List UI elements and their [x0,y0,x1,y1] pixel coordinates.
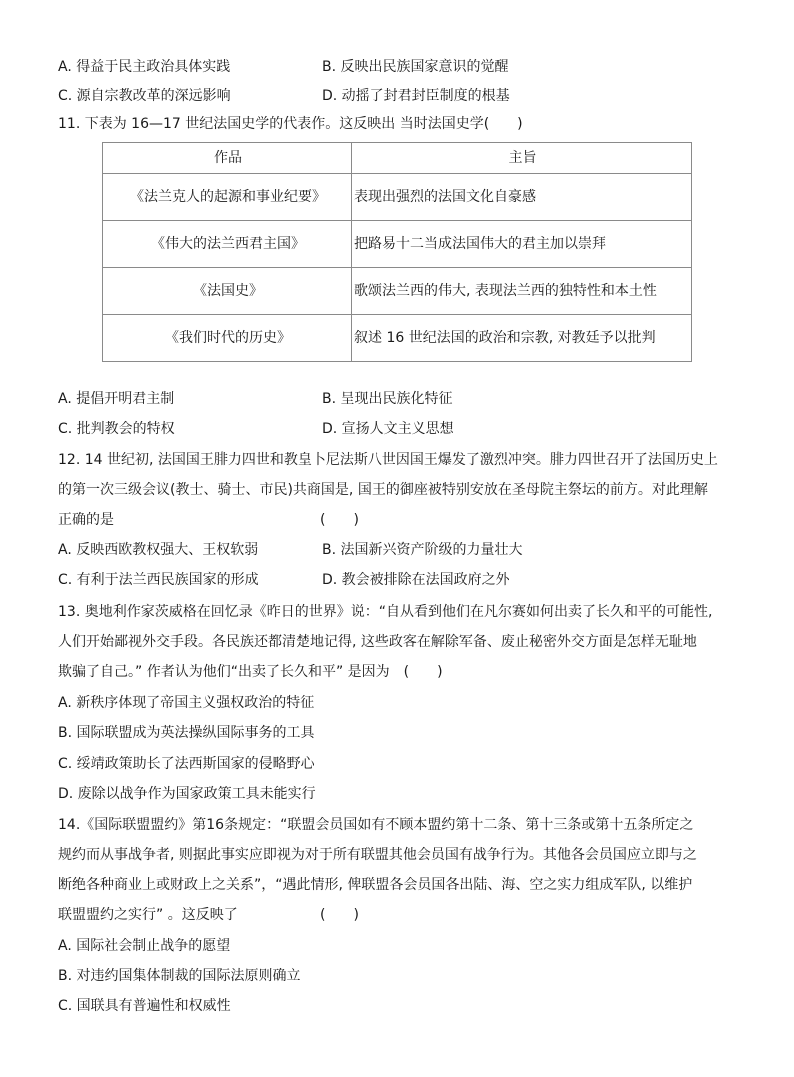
table-header-row [103,143,692,174]
q13-option-b[interactable]: B. 国际联盟成为英法操纵国际事务的工具 [58,725,315,741]
q10-options-row-2 [58,86,738,106]
q13-option-c[interactable]: C. 绥靖政策助长了法西斯国家的侵略野心 [58,756,315,772]
q11-options-row-1 [58,389,738,409]
table-cell-theme: 叙述 16 世纪法国的政治和宗教, 对教廷予以批判 [352,315,692,362]
q12-options-row-2 [58,570,738,590]
q12-options-row-1 [58,540,738,560]
q14-stem-line-4: 联盟盟约之实行” 。这反映了 [58,907,238,923]
table-row [103,268,692,315]
q11-option-d[interactable]: D. 宣扬人文主义思想 [322,421,454,437]
table-row [103,174,692,221]
q13-stem-line-3: 欺骗了自己。” 作者认为他们“出卖了长久和平” 是因为 ( ) [58,664,443,680]
q12-option-d[interactable]: D. 教会被排除在法国政府之外 [322,572,510,588]
q12-option-b[interactable]: B. 法国新兴资产阶级的力量壮大 [322,542,523,558]
q11-options-row-2 [58,419,738,439]
table-cell-work: 《法国史》 [103,268,352,315]
table-cell-work: 《我们时代的历史》 [103,315,352,362]
q14-stem-line-3: 断绝各种商业上或财政上之关系”，“遇此情形, 俾联盟各会员国各出陆、海、空之实力组成军队, 以维护 [58,877,693,893]
q11-option-c[interactable]: C. 批判教会的特权 [58,421,175,437]
q11-stem: 11. 下表为 16—17 世纪法国史学的代表作。这反映出 当时法国史学( ) [58,116,523,132]
q12-stem-line-1: 12. 14 世纪初, 法国国王腓力四世和教皇卜尼法斯八世因国王爆发了激烈冲突。腓力四世召开了法国历史上 [58,452,718,468]
table-row [103,315,692,362]
q14-option-c[interactable]: C. 国联具有普遍性和权威性 [58,998,231,1014]
q10-option-a[interactable]: A. 得益于民主政治具体实践 [58,59,231,75]
q12-option-a[interactable]: A. 反映西欧教权强大、王权软弱 [58,542,259,558]
q14-answer-paren: ( ) [320,907,359,923]
q13-option-d[interactable]: D. 废除以战争作为国家政策工具未能实行 [58,786,316,802]
table-cell-theme: 表现出强烈的法国文化自豪感 [352,174,692,221]
q10-options-row-1 [58,57,738,77]
q12-answer-paren: ( ) [320,512,359,528]
q11-option-b[interactable]: B. 呈现出民族化特征 [322,391,453,407]
q13-option-a[interactable]: A. 新秩序体现了帝国主义强权政治的特征 [58,695,315,711]
table-row [103,221,692,268]
table-header-work: 作品 [103,143,352,174]
table-cell-work: 《法兰克人的起源和事业纪要》 [103,174,352,221]
q13-stem-line-1: 13. 奥地利作家茨威格在回忆录《昨日的世界》说：“自从看到他们在凡尔赛如何出卖了长久和平的可能性, [58,604,713,620]
q13-stem-line-2: 人们开始鄙视外交手段。各民族还都清楚地记得, 这些政客在解除军备、废止秘密外交方面是怎样无耻地 [58,634,697,650]
table-cell-work: 《伟大的法兰西君主国》 [103,221,352,268]
q11-works-table [102,142,692,362]
q10-option-b[interactable]: B. 反映出民族国家意识的觉醒 [322,59,509,75]
q11-option-a[interactable]: A. 提倡开明君主制 [58,391,175,407]
q14-option-b[interactable]: B. 对违约国集体制裁的国际法原则确立 [58,968,301,984]
q12-stem-line-3: 正确的是 [58,512,114,528]
q12-stem-line-2: 的第一次三级会议(教士、骑士、市民)共商国是, 国王的御座被特别安放在圣母院主祭坛的前方。对此理解 [58,482,708,498]
q14-stem-line-2: 规约而从事战争者, 则据此事实应即视为对于所有联盟其他会员国有战争行为。其他各会员国应立即与之 [58,847,697,863]
q10-option-c[interactable]: C. 源自宗教改革的深远影响 [58,88,231,104]
table-cell-theme: 把路易十二当成法国伟大的君主加以崇拜 [352,221,692,268]
q14-option-a[interactable]: A. 国际社会制止战争的愿望 [58,938,231,954]
q12-option-c[interactable]: C. 有利于法兰西民族国家的形成 [58,572,259,588]
q14-stem-line-1: 14.《国际联盟盟约》第16条规定：“联盟会员国如有不顾本盟约第十二条、第十三条或第十五条所定之 [58,817,694,833]
q10-option-d[interactable]: D. 动摇了封君封臣制度的根基 [322,88,510,104]
table-header-theme: 主旨 [352,143,692,174]
table-cell-theme: 歌颂法兰西的伟大, 表现法兰西的独特性和本土性 [352,268,692,315]
